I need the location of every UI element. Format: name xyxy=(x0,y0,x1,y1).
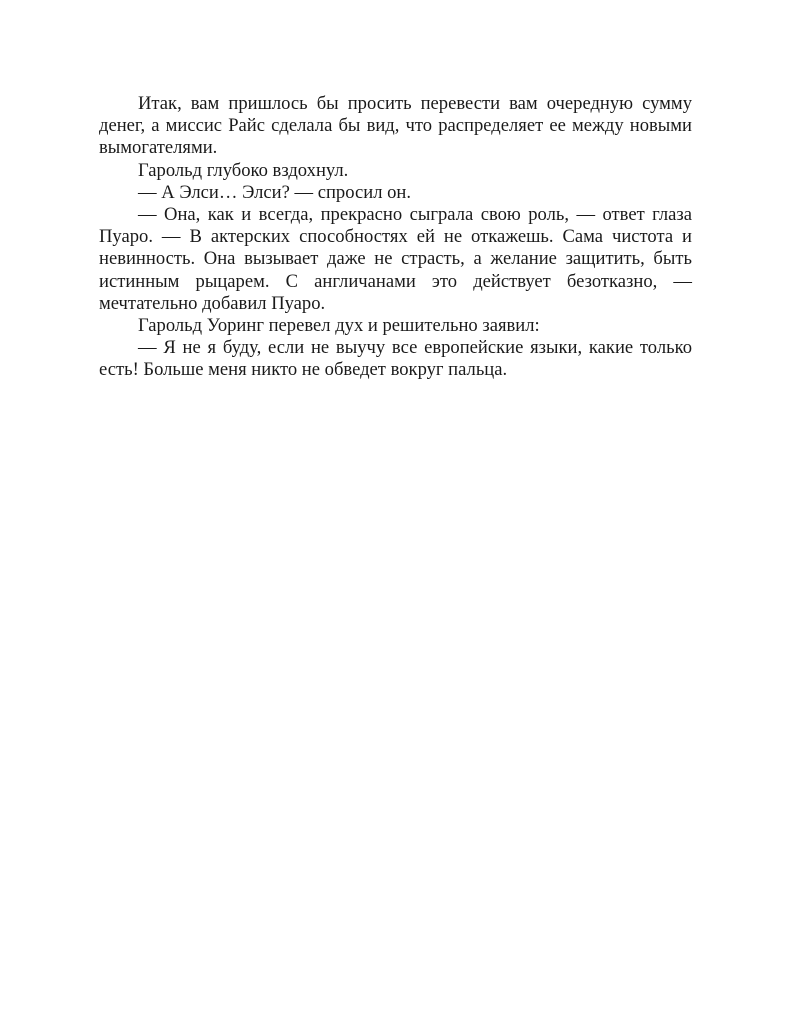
paragraph: — Я не я буду, если не выучу все европейские языки, какие только есть! Больше меня никто не обведет вокруг пальца. xyxy=(99,337,692,381)
paragraph: — А Элси… Элси? — спросил он. xyxy=(138,181,412,203)
paragraph: — Она, как и всегда, прекрасно сыграла свою роль, — ответ глаза Пуаро. — В актерских способностях ей не откажешь. Сама чистота и невинность. Она вызывает даже не страсть, а желание защитить, быть истинным рыцарем. С англичанами это действует безотказно, — мечтательно добавил Пуаро. xyxy=(99,204,692,314)
paragraph: Гарольд глубоко вздохнул. xyxy=(138,159,349,181)
paragraph: Итак, вам пришлось бы просить перевести вам очередную сумму денег, а миссис Райс сделала бы вид, что распределяет ее между новыми вымогателями. xyxy=(99,93,692,159)
paragraph: Гарольд Уоринг перевел дух и решительно заявил: xyxy=(138,315,540,337)
body-text xyxy=(99,93,692,382)
